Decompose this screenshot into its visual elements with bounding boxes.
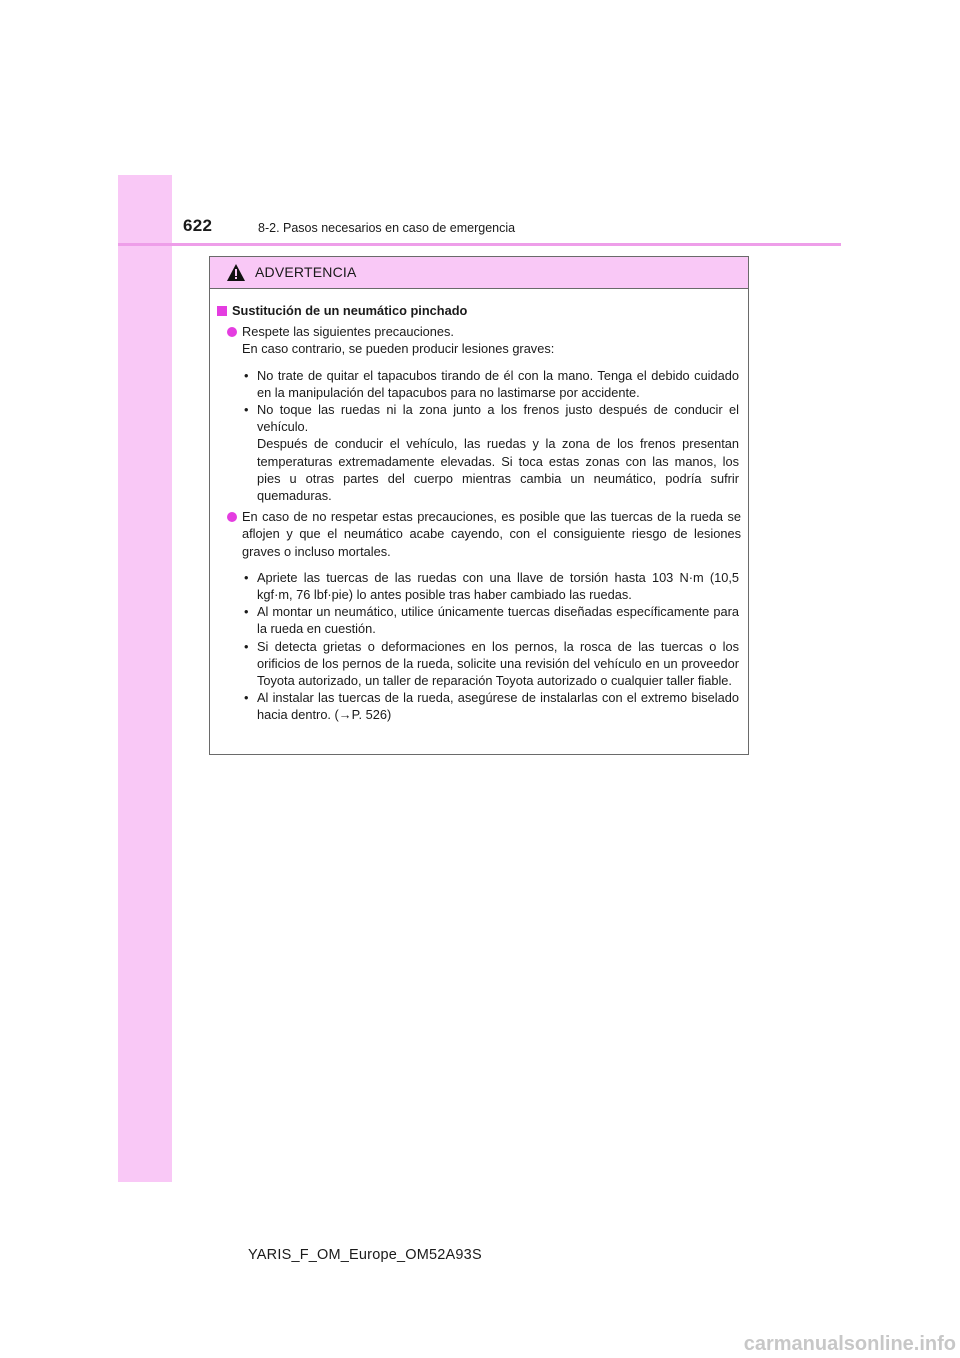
warning-subheading-text: Sustitución de un neumático pinchado (232, 303, 468, 318)
square-bullet-icon (217, 306, 227, 316)
warning-triangle-icon (227, 264, 245, 281)
circle-bullet-icon (227, 512, 237, 522)
list-item: • No toque las ruedas ni la zona junto a los frenos justo después de conducir el vehículo. Después de conducir el vehículo, las ruedas y la zona de los frenos presentan temperaturas extremadamente elevadas. Si toca estas zonas con las manos, los pies u otras partes del cuerpo mientras cambia un neumático, podría sufrir quemaduras. (244, 402, 739, 504)
warning-body (210, 289, 748, 724)
document-code: YARIS_F_OM_Europe_OM52A93S (248, 1247, 482, 1263)
warning-header (210, 257, 748, 289)
precaution-text: En caso de no respetar estas precauciones, es posible que las tuercas de la rueda se aflojen y que el neumático acabe cayendo, con el consiguiente riesgo de lesiones graves o incluso mortales. (242, 509, 741, 559)
side-color-band (118, 175, 172, 1182)
list-item: • Al instalar las tuercas de la rueda, asegúrese de instalarlas con el extremo biselado hacia dentro. (→P. 526) (244, 690, 739, 723)
list-item-text: Si detecta grietas o deformaciones en los pernos, la rosca de las tuercas o los orificios de los pernos de la rueda, solicite una revisión del vehículo en un proveedor Toyota autorizado, un taller de reparación Toyota autorizado o cualquier taller fiable. (257, 638, 739, 689)
list-item-text: No toque las ruedas ni la zona junto a los frenos justo después de conducir el vehículo. Después de conducir el vehículo, las ruedas y la zona de los frenos presentan temperaturas extremadamente elevadas. Si toca estas zonas con las manos, los pies u otras partes del cuerpo mientras cambia un neumático, podría sufrir quemaduras. (257, 402, 739, 504)
warning-subheading (217, 302, 741, 319)
watermark: carmanualsonline.info (743, 1333, 956, 1355)
list-item: • Apriete las tuercas de las ruedas con una llave de torsión hasta 103 N·m (10,5 kgf·m, 76 lbf·pie) lo antes posible tras haber cambiado las ruedas. (244, 569, 739, 603)
list-item-text: Al montar un neumático, utilice únicamente tuercas diseñadas específicamente para la rueda en cuestión. (257, 604, 739, 637)
bullet-list (217, 367, 741, 505)
section-title: 8-2. Pasos necesarios en caso de emergencia (258, 221, 516, 235)
header-divider (118, 243, 841, 246)
precaution-text: Respete las siguientes precauciones. En caso contrario, se pueden producir lesiones graves: (242, 324, 555, 357)
precaution-item (217, 323, 741, 357)
precaution-item (217, 508, 741, 560)
list-item-text: Al instalar las tuercas de la rueda, asegúrese de instalarlas con el extremo biselado hacia dentro. (→P. 526) (257, 690, 739, 723)
circle-bullet-icon (227, 327, 237, 337)
list-item: • No trate de quitar el tapacubos tirando de él con la mano. Tenga el debido cuidado en la manipulación del tapacubos para no lastimarse por accidente. (244, 367, 739, 400)
warning-title: ADVERTENCIA (255, 264, 357, 280)
list-item-text: No trate de quitar el tapacubos tirando de él con la mano. Tenga el debido cuidado en la manipulación del tapacubos para no lastimarse por accidente. (257, 367, 739, 400)
page-number: 622 (183, 216, 213, 235)
list-item: • Si detecta grietas o deformaciones en los pernos, la rosca de las tuercas o los orificios de los pernos de la rueda, solicite una revisión del vehículo en un proveedor Toyota autorizado, un taller de reparación Toyota autorizado o cualquier taller fiable. (244, 638, 739, 689)
list-item: • Al montar un neumático, utilice únicamente tuercas diseñadas específicamente para la rueda en cuestión. (244, 604, 739, 637)
warning-box (209, 256, 749, 755)
bullet-list (217, 569, 741, 724)
list-item-text: Apriete las tuercas de las ruedas con una llave de torsión hasta 103 N·m (10,5 kgf·m, 76 lbf·pie) lo antes posible tras haber cambiado las ruedas. (257, 569, 739, 603)
